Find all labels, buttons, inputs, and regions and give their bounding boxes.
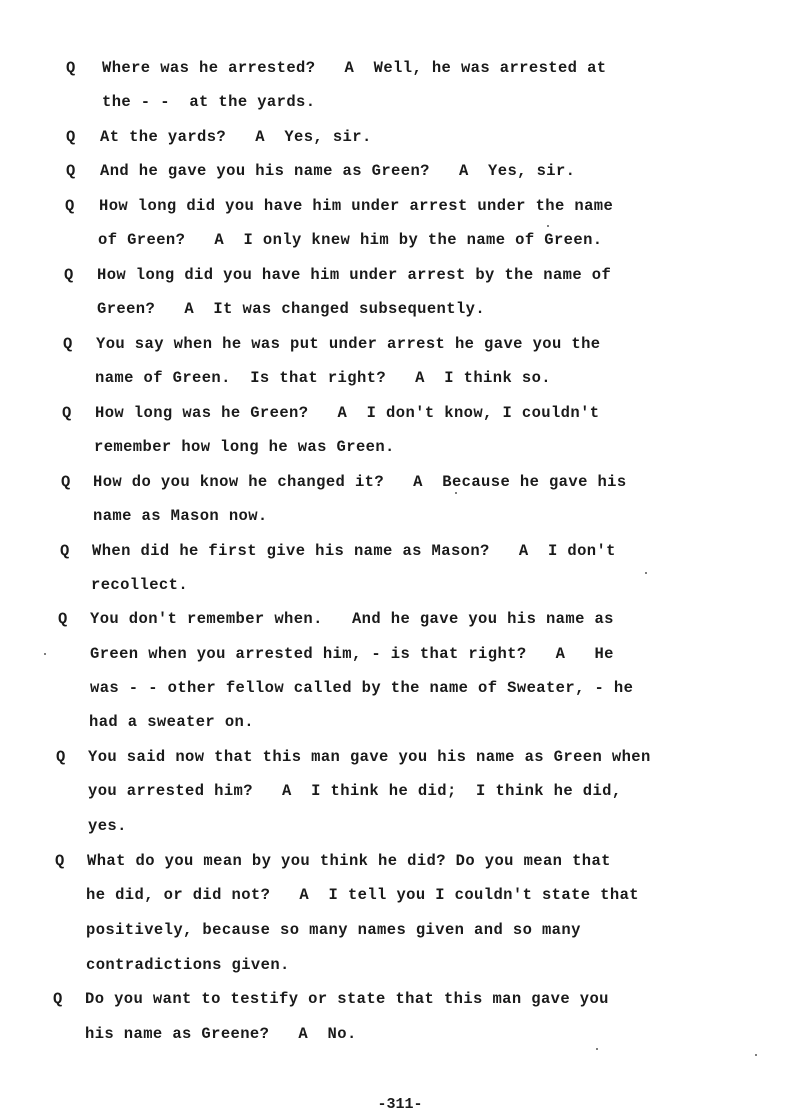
transcript-line: contradictions given. — [86, 956, 290, 974]
transcript-line: At the yards? A Yes, sir. — [100, 128, 372, 146]
question-marker: Q — [56, 748, 66, 766]
transcript-line: You don't remember when. And he gave you his name as — [90, 610, 614, 628]
question-marker: Q — [66, 128, 76, 146]
question-marker: Q — [64, 266, 74, 284]
question-marker: Q — [63, 335, 73, 353]
transcript-line: the - - at the yards. — [102, 93, 316, 111]
transcript-line: his name as Greene? A No. — [85, 1025, 357, 1043]
transcript-line: you arrested him? A I think he did; I think he did, — [88, 782, 622, 800]
scan-speck — [596, 1048, 598, 1050]
transcript-line: Where was he arrested? A Well, he was arrested at — [102, 59, 607, 77]
transcript-line: name as Mason now. — [93, 507, 268, 525]
transcript-line: recollect. — [91, 576, 189, 594]
question-marker: Q — [61, 473, 71, 491]
transcript-line: name of Green. Is that right? A I think so. — [95, 369, 551, 387]
transcript-line: of Green? A I only knew him by the name of Green. — [98, 231, 603, 249]
transcript-line: was - - other fellow called by the name of Sweater, - he — [90, 679, 634, 697]
question-marker: Q — [58, 610, 68, 628]
question-marker: Q — [62, 404, 72, 422]
scan-speck — [755, 1054, 757, 1056]
scan-speck — [455, 492, 457, 494]
question-marker: Q — [55, 852, 65, 870]
transcript-line: And he gave you his name as Green? A Yes, sir. — [100, 162, 576, 180]
transcript-line: When did he first give his name as Mason? A I don't — [92, 542, 616, 560]
transcript-line: Green when you arrested him, - is that right? A He — [90, 645, 614, 663]
question-marker: Q — [66, 59, 76, 77]
transcript-line: Do you want to testify or state that this man gave you — [85, 990, 609, 1008]
transcript-line: positively, because so many names given and so many — [86, 921, 581, 939]
transcript-line: You say when he was put under arrest he gave you the — [96, 335, 601, 353]
transcript-line: he did, or did not? A I tell you I couldn't state that — [86, 886, 639, 904]
transcript-line: How do you know he changed it? A Because he gave his — [93, 473, 627, 491]
question-marker: Q — [65, 197, 75, 215]
scan-speck — [547, 225, 549, 227]
transcript-line: remember how long he was Green. — [94, 438, 395, 456]
transcript-line: Green? A It was changed subsequently. — [97, 300, 486, 318]
question-marker: Q — [53, 990, 63, 1008]
transcript-line: How long did you have him under arrest by the name of — [97, 266, 612, 284]
question-marker: Q — [60, 542, 70, 560]
transcript-line: How long did you have him under arrest under the name — [99, 197, 614, 215]
scan-speck — [44, 653, 46, 655]
question-marker: Q — [66, 162, 76, 180]
transcript-line: What do you mean by you think he did? Do you mean that — [87, 852, 611, 870]
scan-speck — [645, 572, 647, 574]
transcript-line: How long was he Green? A I don't know, I couldn't — [95, 404, 600, 422]
page-number: -311- — [377, 1096, 423, 1113]
transcript-line: had a sweater on. — [89, 713, 254, 731]
transcript-line: yes. — [88, 817, 127, 835]
transcript-line: You said now that this man gave you his name as Green when — [88, 748, 651, 766]
